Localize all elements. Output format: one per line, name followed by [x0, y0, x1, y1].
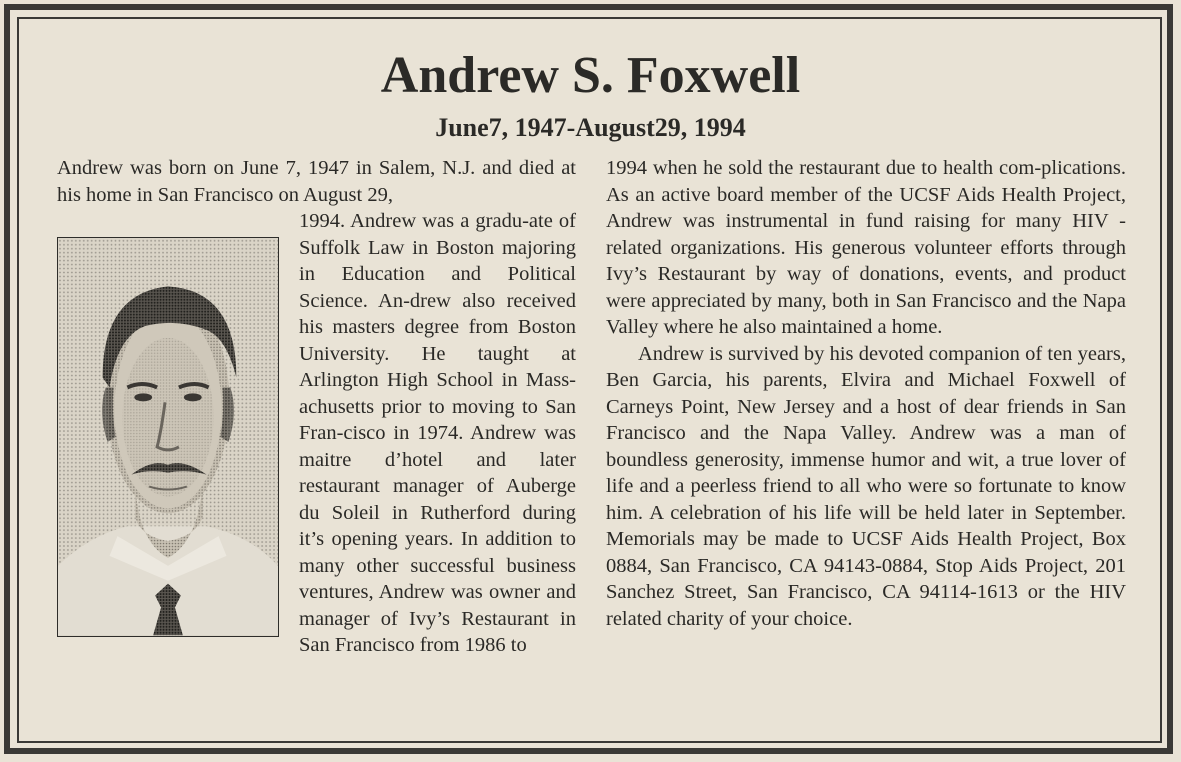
survivors-paragraph: Andrew is survived by his devoted companion of ten years, Ben Garcia, his parents, Elvira and Michael Foxwell of Carneys Point, New Jersey and a host of dear friends in San Francisco and the Napa Valley. Andrew was a man of boundless generosity, immense humor and wit, a true lover of life and a peerless friend to all who were so fortunate to know him. A celebration of his life will be held later in September. Memorials may be made to UCSF Aids Health Project, Box 0884, San Francisco, CA 94143-0884, Stop Aids Project, 201 Sanchez Street, San Francisco, CA 94114-1613 or the HIV related charity of your choice.	[606, 342, 1126, 630]
wrapped-paragraph: 1994. Andrew was a gradu-ate of Suffolk Law in Boston majoring in Education and Political Science. An-drew also received his masters degree from Boston University. He taught at Arlington High School in Mass-achusetts prior to moving to San Fran-cisco in 1974. Andrew was maitre d’hotel and later restaurant manager of Auberge du Soleil in Rutherford during it’s opening years. In addition to many other successful business ventures, Andrew was owner and manager of Ivy’s Restaurant in San Francisco from 1986 to	[299, 210, 576, 656]
continued-paragraph: 1994 when he sold the restaurant due to health com-plications. As an active board member of the UCSF Aids Health Project, Andrew was instrumental in fund raising for many HIV - related organizations. His generous volunteer efforts through Ivy’s Restaurant by way of donations, events, and product were appreciated by many, both in San Francisco and the Napa Valley where he also maintained a home.	[606, 157, 1126, 338]
obituary-dates: June7, 1947-August29, 1994	[435, 113, 746, 142]
left-column	[57, 155, 576, 659]
portrait-photo	[57, 237, 279, 637]
intro-paragraph: Andrew was born on June 7, 1947 in Salem, N.J. and died at his home in San Francisco on August 29,	[57, 157, 576, 206]
obituary-name: Andrew S. Foxwell	[380, 47, 801, 104]
right-column	[606, 155, 1126, 632]
portrait-container	[57, 237, 281, 641]
